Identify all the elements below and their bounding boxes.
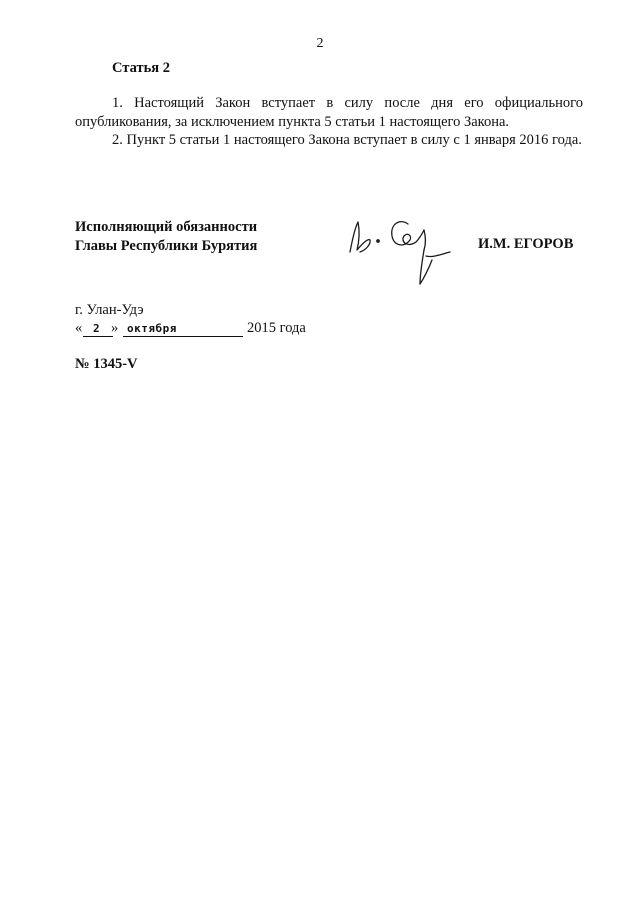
date-open-quote: « <box>75 320 83 336</box>
day-underline <box>83 336 113 337</box>
article-body <box>75 94 583 150</box>
date-month: октября <box>127 322 177 335</box>
signer-title-line-2: Главы Республики Бурятия <box>75 237 258 254</box>
city: г. Улан-Удэ <box>75 302 144 318</box>
signer-name: И.М. ЕГОРОВ <box>478 236 574 252</box>
signer-title <box>75 218 257 255</box>
date-year: 2015 года <box>247 320 306 336</box>
date-day: 2 <box>93 322 101 335</box>
month-underline <box>123 336 243 337</box>
article-title: Статья 2 <box>112 60 170 76</box>
paragraph-2: 2. Пункт 5 статьи 1 настоящего Закона вступает в силу с 1 января 2016 года. <box>112 132 582 148</box>
handwritten-signature <box>340 208 460 290</box>
signer-title-line-1: Исполняющий обязанности <box>75 219 258 235</box>
date-close-quote: » <box>111 320 119 336</box>
paragraph-1: 1. Настоящий Закон вступает в силу после дня его официального опубликования, за исключением пункта 5 статьи 1 настоящего Закона. <box>75 95 583 130</box>
page-number: 2 <box>316 36 324 51</box>
law-number: № 1345-V <box>75 356 138 372</box>
signing-date <box>75 320 335 342</box>
